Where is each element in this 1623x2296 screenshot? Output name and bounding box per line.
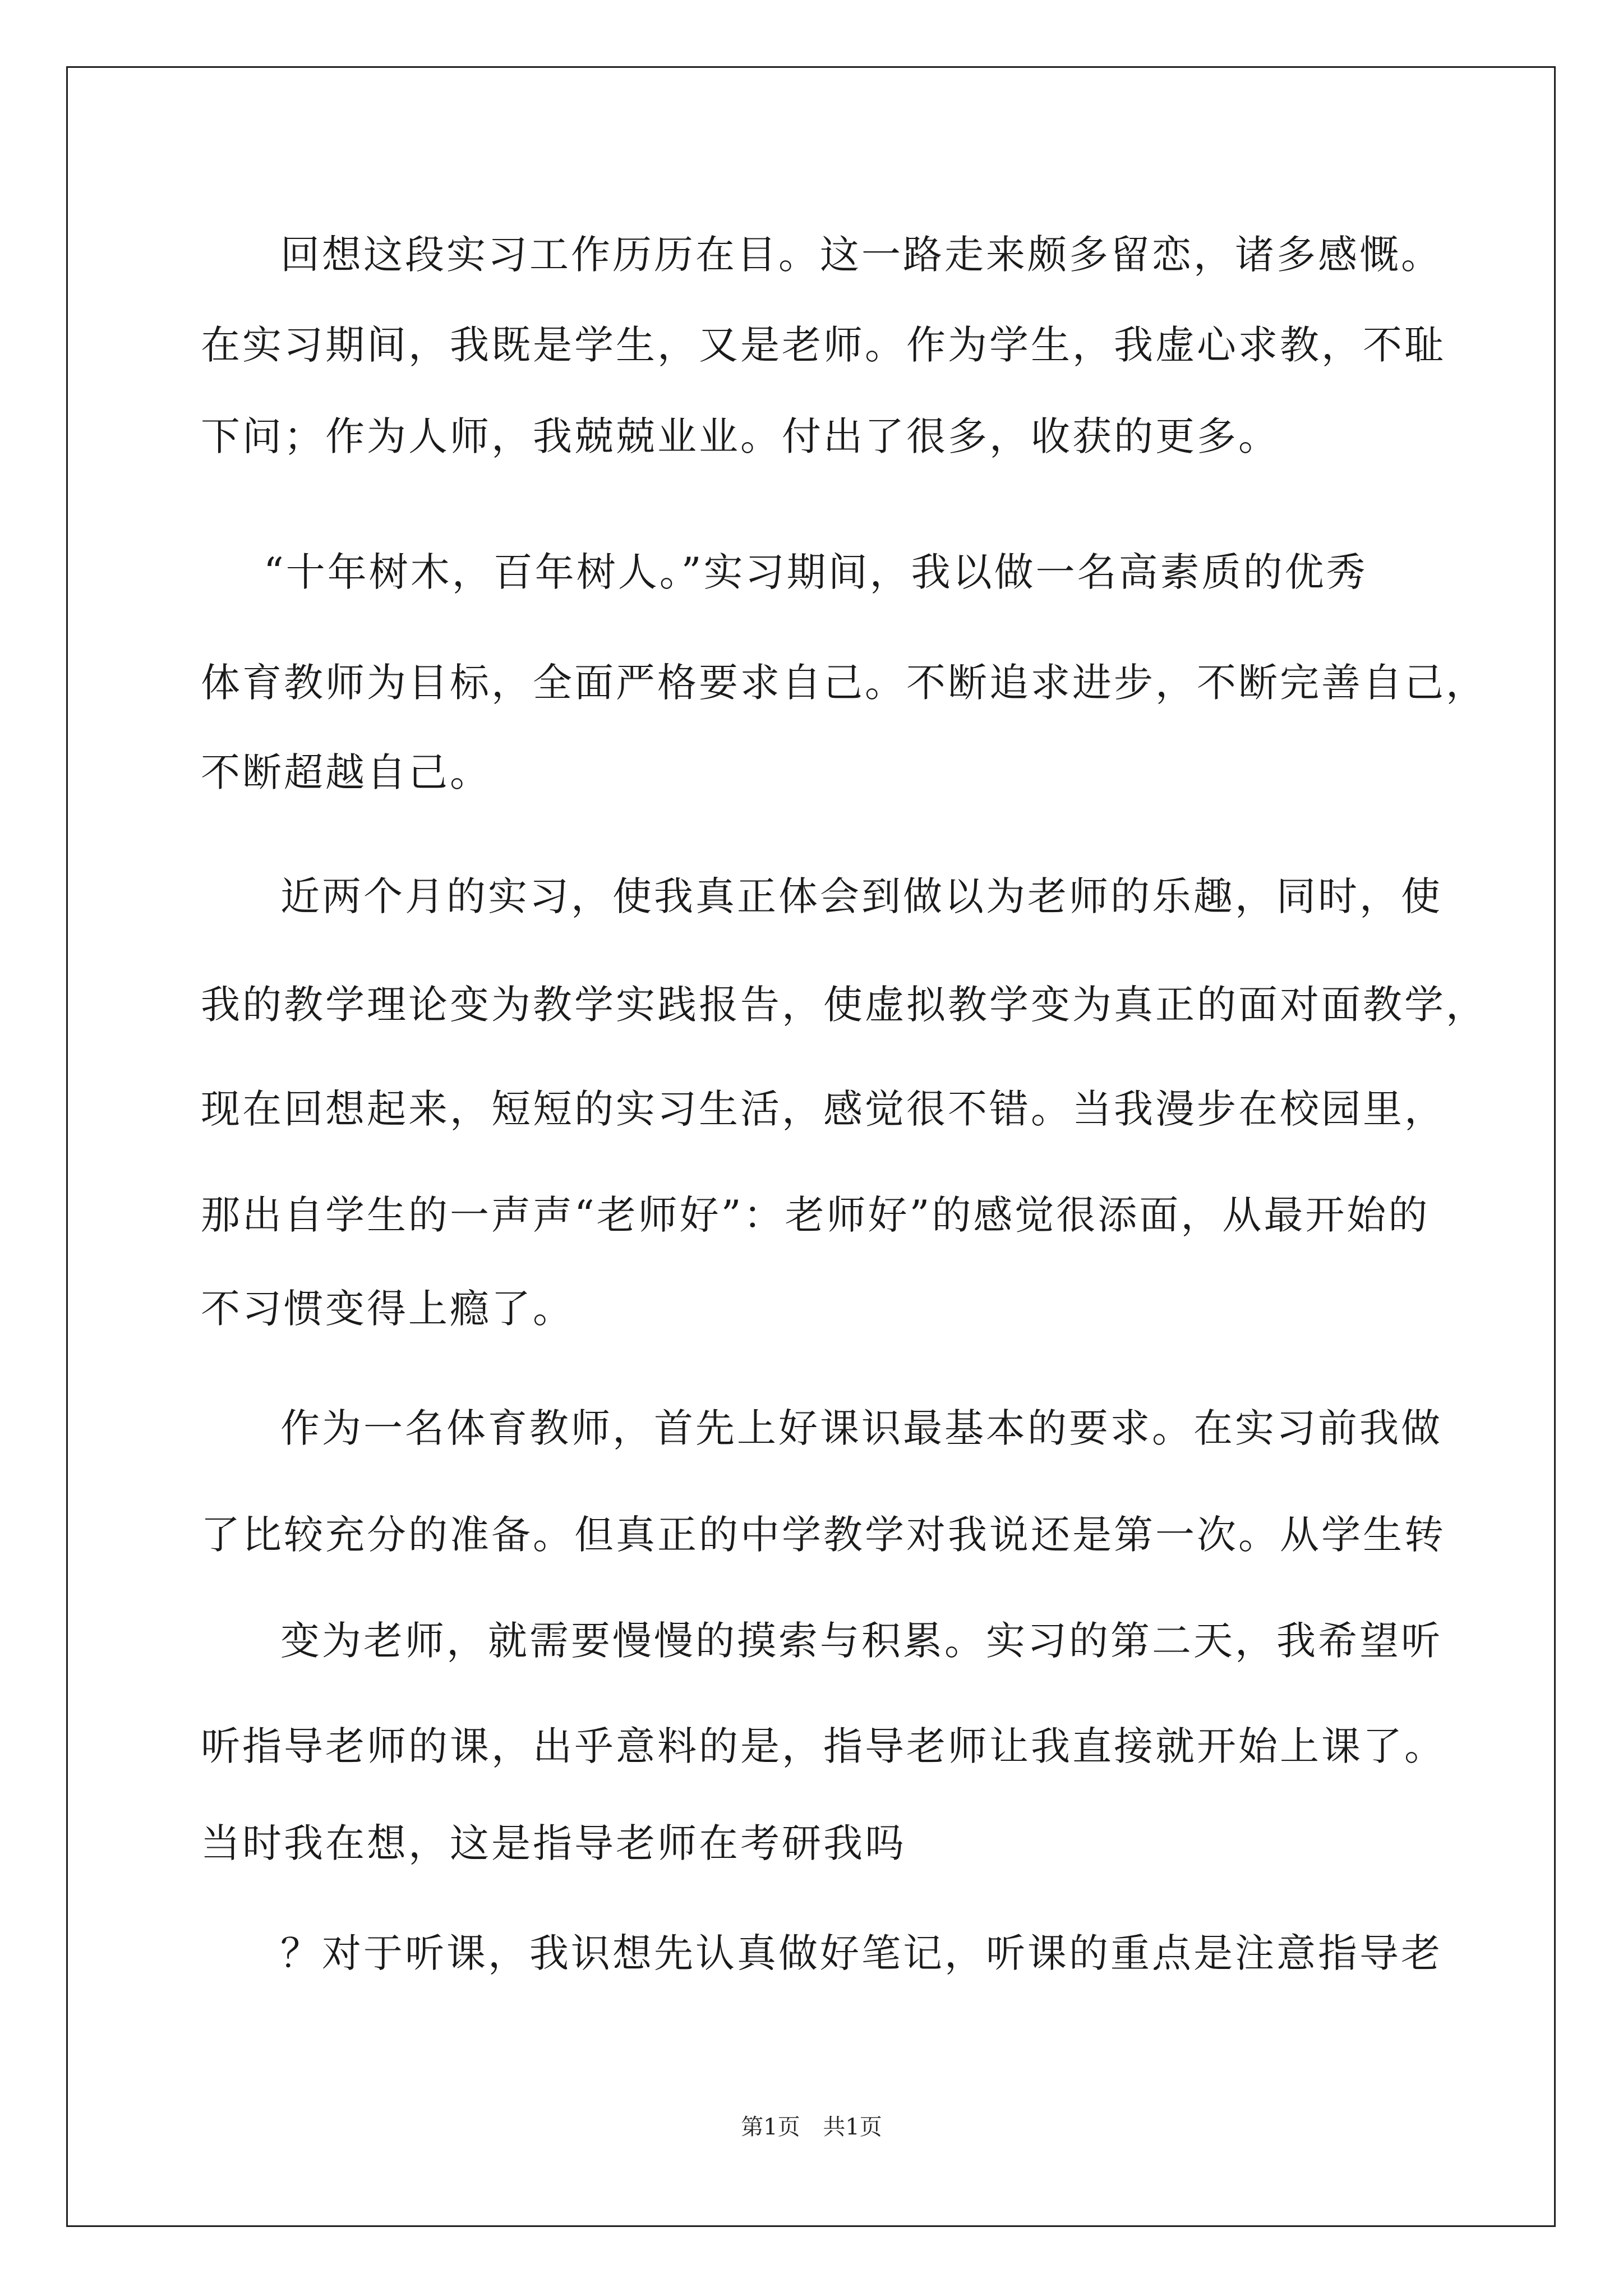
text-line: 不习惯变得上瘾了。	[201, 1286, 574, 1332]
text-line: 近两个月的实习，使我真正体会到做以为老师的乐趣，同时，使	[280, 873, 1442, 919]
text-line: 作为一名体育教师，首先上好课识最基本的要求。在实习前我做	[280, 1405, 1442, 1451]
text-line: 听指导老师的课，出乎意料的是，指导老师让我直接就开始上课了。	[201, 1723, 1446, 1769]
page-footer	[0, 2110, 1623, 2144]
text-line: 那出自学生的一声声“老师好”：老师好”的感觉很添面，从最开始的	[201, 1192, 1430, 1238]
text-line: ？对于听课，我识想先认真做好笔记，听课的重点是注意指导老	[280, 1930, 1442, 1976]
text-line: 不断超越自己。	[201, 749, 491, 795]
page-number: 第1页	[741, 2114, 800, 2140]
text-line: 在实习期间，我既是学生，又是老师。作为学生，我虚心求教，不耻	[201, 322, 1446, 368]
text-line: 当时我在想，这是指导老师在考研我吗	[201, 1820, 906, 1866]
page-frame	[66, 66, 1556, 2227]
text-line: 回想这段实习工作历历在目。这一路走来颇多留恋，诸多感慨。	[280, 232, 1442, 278]
text-line: 下问；作为人师，我兢兢业业。付出了很多，收获的更多。	[201, 413, 1280, 459]
page-total: 共1页	[823, 2114, 882, 2140]
text-line: 现在回想起来，短短的实习生活，感觉很不错。当我漫步在校园里，	[201, 1086, 1446, 1132]
text-line: 我的教学理论变为教学实践报告，使虚拟教学变为真正的面对面教学，	[201, 982, 1487, 1028]
text-line: 了比较充分的准备。但真正的中学教学对我说还是第一次。从学生转	[201, 1512, 1446, 1558]
text-line: “十年树木，百年树人。”实习期间，我以做一名高素质的优秀	[264, 549, 1368, 595]
text-line: 变为老师，就需要慢慢的摸索与积累。实习的第二天，我希望听	[280, 1618, 1442, 1664]
text-line: 体育教师为目标，全面严格要求自己。不断追求进步，不断完善自己，	[201, 660, 1487, 706]
